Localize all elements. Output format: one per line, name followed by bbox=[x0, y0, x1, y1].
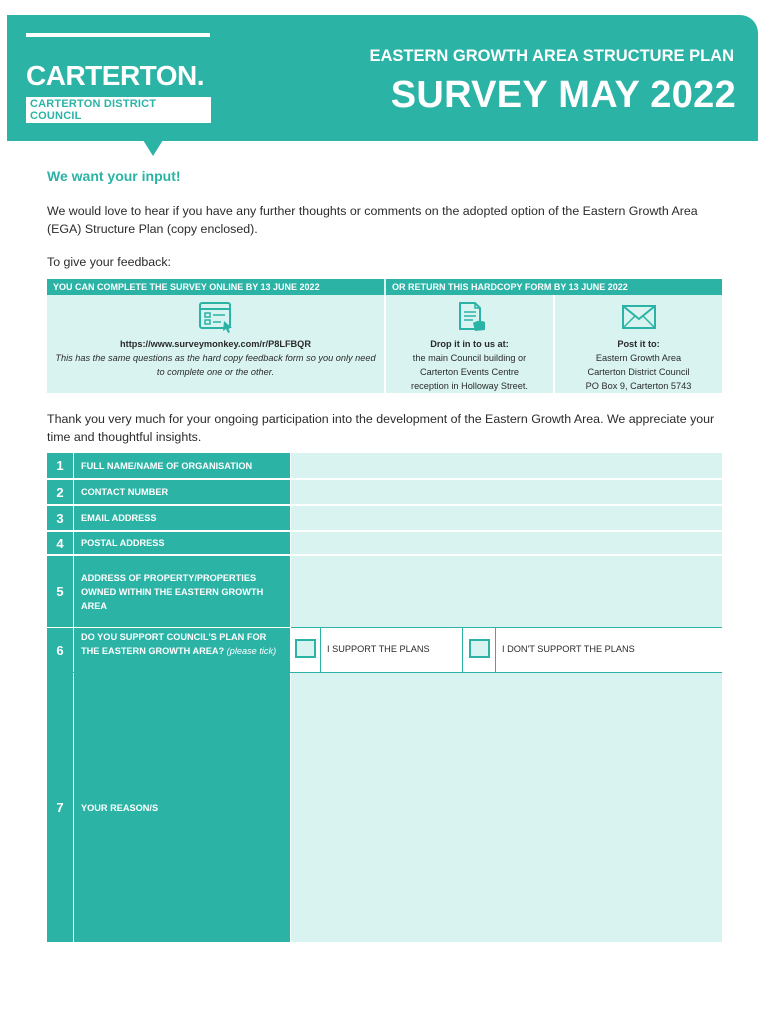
drop-off-line: the main Council building or bbox=[412, 353, 527, 363]
form-row-postal bbox=[47, 532, 722, 554]
drop-off-line: reception in Holloway Street. bbox=[411, 381, 528, 391]
form-row-contact bbox=[47, 480, 722, 504]
document-kicker: EASTERN GROWTH AREA STRUCTURE PLAN bbox=[369, 47, 734, 65]
support-question: DO YOU SUPPORT COUNCIL'S PLAN FOR THE EASTERN GROWTH AREA? bbox=[81, 632, 267, 656]
support-checkbox[interactable] bbox=[295, 639, 316, 658]
logo-rule bbox=[26, 33, 210, 37]
post-option bbox=[557, 295, 720, 393]
panel-divider bbox=[553, 295, 555, 393]
row-number: 5 bbox=[47, 556, 73, 627]
panel-divider bbox=[384, 295, 386, 393]
row-number: 3 bbox=[47, 506, 73, 530]
email-field[interactable] bbox=[291, 506, 722, 530]
council-logo-subtitle: CARTERTON DISTRICT COUNCIL bbox=[26, 97, 211, 123]
post-line: Eastern Growth Area bbox=[595, 353, 682, 363]
row-number: 4 bbox=[47, 532, 73, 554]
option-divider bbox=[320, 628, 321, 672]
web-form-icon bbox=[197, 301, 235, 333]
row-label: EMAIL ADDRESS bbox=[74, 506, 290, 530]
post-line: PO Box 9, Carterton 5743 bbox=[585, 381, 692, 391]
survey-url[interactable]: https://www.surveymonkey.com/r/P8LFBQR bbox=[120, 339, 311, 349]
reasons-field[interactable] bbox=[291, 673, 722, 942]
support-hint: (please tick) bbox=[226, 646, 277, 656]
row-label: POSTAL ADDRESS bbox=[74, 532, 290, 554]
row-number: 6 bbox=[47, 628, 73, 672]
post-line: Carterton District Council bbox=[587, 367, 690, 377]
drop-off-line: Carterton Events Centre bbox=[419, 367, 520, 377]
support-options bbox=[291, 628, 722, 672]
support-option-label: I SUPPORT THE PLANS bbox=[327, 644, 430, 654]
banner-pointer bbox=[143, 140, 163, 156]
council-logo: CARTERTON. bbox=[26, 60, 205, 91]
postal-address-field[interactable] bbox=[291, 532, 722, 554]
online-header: YOU CAN COMPLETE THE SURVEY ONLINE BY 13 JUNE 2022 bbox=[47, 279, 384, 295]
document-title: SURVEY MAY 2022 bbox=[390, 74, 736, 116]
row-label: CONTACT NUMBER bbox=[74, 480, 290, 504]
option-divider bbox=[462, 628, 463, 672]
row-number: 2 bbox=[47, 480, 73, 504]
full-name-field[interactable] bbox=[291, 453, 722, 478]
survey-form bbox=[47, 453, 722, 942]
row-number: 1 bbox=[47, 453, 73, 478]
row-number: 7 bbox=[47, 673, 73, 942]
intro-heading: We want your input! bbox=[47, 168, 181, 184]
hardcopy-header: OR RETURN THIS HARDCOPY FORM BY 13 JUNE 2022 bbox=[386, 279, 722, 295]
oppose-option-label: I DON'T SUPPORT THE PLANS bbox=[502, 644, 635, 654]
form-row-name bbox=[47, 453, 722, 478]
row-label bbox=[74, 628, 290, 672]
online-option bbox=[53, 295, 378, 393]
row-label: FULL NAME/NAME OF ORGANISATION bbox=[74, 453, 290, 478]
intro-paragraph: We would love to hear if you have any further thoughts or comments on the adopted option of the Eastern Growth Area (EGA) Structure Plan (copy enclosed). bbox=[47, 204, 698, 236]
property-address-field[interactable] bbox=[291, 556, 722, 627]
feedback-lead: To give your feedback: bbox=[47, 255, 171, 269]
form-row-email bbox=[47, 506, 722, 530]
row-label: ADDRESS OF PROPERTY/PROPERTIES OWNED WITHIN THE EASTERN GROWTH AREA bbox=[74, 556, 290, 627]
feedback-options-panel bbox=[47, 279, 722, 393]
option-divider bbox=[495, 628, 496, 672]
document-hand-icon bbox=[451, 301, 489, 333]
envelope-icon bbox=[620, 301, 658, 333]
row-label: YOUR REASON/S bbox=[74, 673, 290, 942]
form-row-property bbox=[47, 556, 722, 627]
post-title: Post it to: bbox=[617, 339, 660, 349]
form-row-reasons bbox=[47, 673, 722, 942]
drop-off-option bbox=[388, 295, 551, 393]
form-row-support bbox=[47, 628, 722, 672]
thanks-paragraph: Thank you very much for your ongoing participation into the development of the Eastern Growth Area. We appreciate your time and thoughtful insights. bbox=[47, 412, 715, 444]
online-note: This has the same questions as the hard copy feedback form so you only need to complete one or the other. bbox=[55, 353, 376, 377]
drop-off-title: Drop it in to us at: bbox=[430, 339, 509, 349]
oppose-checkbox[interactable] bbox=[469, 639, 490, 658]
contact-number-field[interactable] bbox=[291, 480, 722, 504]
